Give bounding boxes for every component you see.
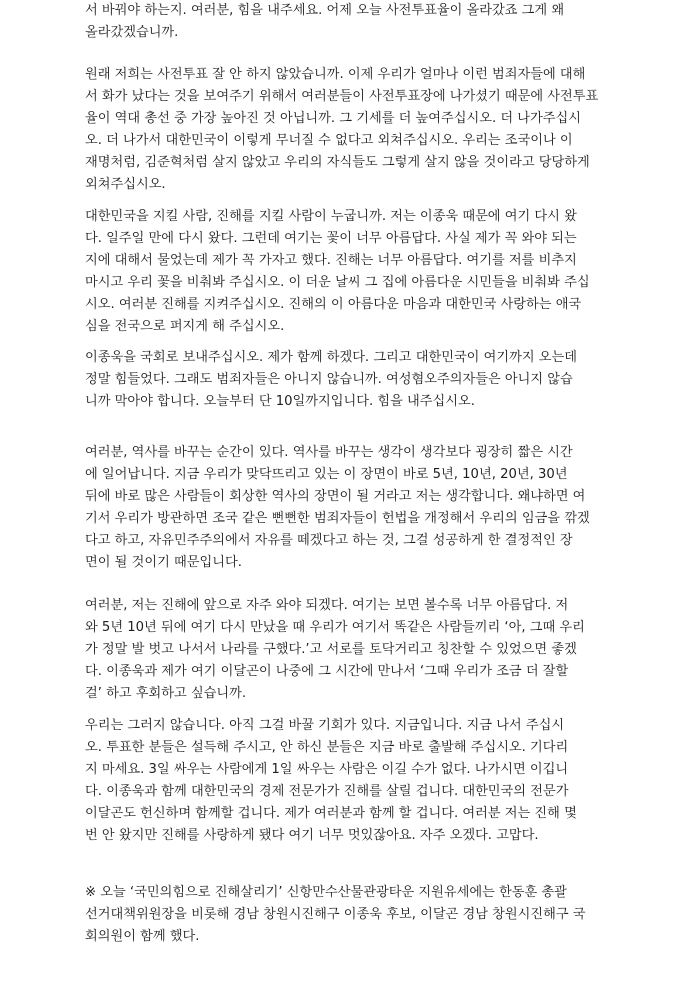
paragraph-4: 이종욱을 국회로 보내주십시오. 제가 함께 하겠다. 그리고 대한민국이 여기까지 오는데 정말 힘들었다. 그래도 범죄자들은 아니지 않습니까. 여성혐오주의자들은 아니지 않습 니까 막아야 합니다. 오늘부터 단 10일까지입니다. 힘을 내주십시오. xyxy=(85,350,577,409)
paragraph-2: 원래 저희는 사전투표 잘 안 하지 않았습니까. 이제 우리가 얼마나 이런 범죄자들에 대해 서 화가 났다는 것을 보여주기 위해서 여러분들이 사전투표장에 나가셨기 때문에 사전투표 율이 역대 총선 중 가장 높아진 것 아닙니까. 그 기세를 더 높여주십시오. 더 나가주십시 오. 더 나가서 대한민국이 이렇게 무너질 수 없다고 외쳐주십시오. 우리는 조국이나 이 재명처럼, 김준혁처럼 살지 않았고 우리의 자식들도 그렇게 살지 않을 것이라고 당당하게 외쳐주십시오. xyxy=(85,67,599,192)
paragraph-6: 여러분, 저는 진해에 앞으로 자주 와야 되겠다. 여기는 보면 볼수록 너무 아름답다. 저 와 5년 10년 뒤에 여기 다시 만났을 때 우리가 여기서 똑같은 사람들끼리 ‘아, 그때 우리 가 정말 발 벗고 나서서 나라를 구했다.’고 서로를 토닥거리고 칭찬할 수 있었으면 좋겠 다. 이종욱과 제가 여기 이달곤이 나중에 그 시간에 만나서 ‘그때 우리가 조금 더 잘할 걸’ 하고 후회하고 싶습니까. xyxy=(85,598,585,701)
paragraph-5: 여러분, 역사를 바꾸는 순간이 있다. 역사를 바꾸는 생각이 생각보다 굉장히 짧은 시간 에 일어납니다. 지금 우리가 맞닥뜨리고 있는 이 장면이 바로 5년, 10년, 20년, 30년 뒤에 바로 많은 사람들이 회상한 역사의 장면이 될 거라고 저는 생각합니다. 왜냐하면 여 기서 우리가 방관하면 조국 같은 뻔뻔한 범죄자들이 헌법을 개정해서 우리의 임금을 깎겠 다고 하고, 자유민주주의에서 자유를 떼겠다고 하는 것, 그걸 성공하게 한 결정적인 장 면이 될 것이기 때문입니다. xyxy=(85,445,590,570)
paragraph-7: 우리는 그러지 않습니다. 아직 그걸 바꿀 기회가 있다. 지금입니다. 지금 나서 주십시 오. 투표한 분들은 설득해 주시고, 안 하신 분들은 지금 바로 출발해 주십시오. 기다리 지 마세요. 3일 싸우는 사람에게 1일 싸우는 사람은 이길 수가 없다. 나가시면 이깁니 다. 이종욱과 함께 대한민국의 경제 전문가가 진해를 살릴 겁니다. 대한민국의 전문가 이달곤도 헌신하며 함께할 겁니다. 제가 여러분과 함께 할 겁니다. 여러분 저는 진해 몇 번 안 왔지만 진해를 사랑하게 됐다 여기 너무 멋있잖아요. 자주 오겠다. 고맙다. xyxy=(85,718,577,843)
event-note: ※ 오늘 ‘국민의힘으로 진해살리기’ 신항만수산물관광타운 지원유세에는 한동훈 총괄 선거대책위원장을 비롯해 경남 창원시진해구 이종욱 후보, 이달곤 경남 창원시진해구 국 회의원이 함께 했다. xyxy=(85,885,586,944)
paragraph-3: 대한민국을 지킬 사람, 진해를 지킬 사람이 누굽니까. 저는 이종욱 때문에 여기 다시 왔 다. 일주일 만에 다시 왔다. 그런데 여기는 꽃이 너무 아름답다. 사실 제가 꼭 와야 되는 지에 대해서 물었는데 제가 꼭 가자고 했다. 진해는 너무 아름답다. 여기를 저를 비추지 마시고 우리 꽃을 비춰봐 주십시오. 이 더운 날씨 그 집에 아름다운 시민들을 비춰봐 주십 시오. 여러분 진해를 지켜주십시오. 진해의 이 아름다운 마음과 대한민국 사랑하는 애국 심을 전국으로 퍼지게 해 주십시오. xyxy=(85,209,590,334)
paragraph-1: 서 바꿔야 하는지. 여러분, 힘을 내주세요. 어제 오늘 사전투표율이 올라갔죠 그게 왜 올라갔겠습니까. xyxy=(85,3,565,40)
